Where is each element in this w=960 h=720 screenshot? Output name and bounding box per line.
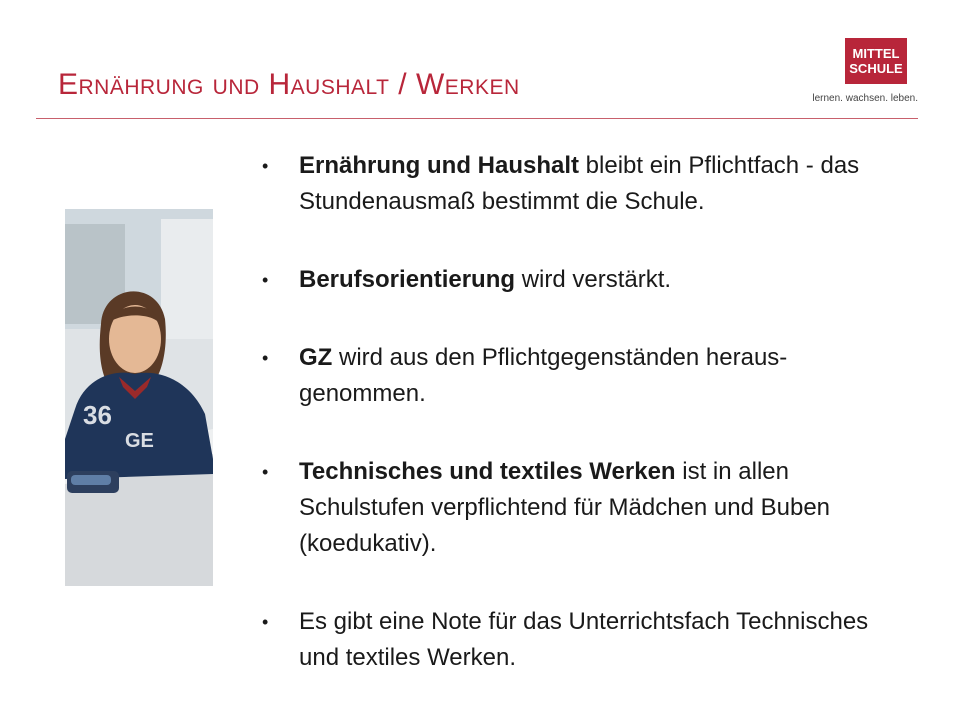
logo-tagline: lernen. wachsen. leben. [812, 93, 918, 104]
bullet-bold: GZ [299, 344, 333, 371]
bullet-text: wird verstärkt. [515, 266, 672, 293]
bullet-bold: Ernährung und Haushalt [299, 152, 580, 179]
bullet-marker: • [262, 462, 269, 482]
bullet-bold: Technisches und textiles Werken [299, 458, 676, 485]
bullet-text: ist in allen Schulstufen verpflichtend für Mädchen und Buben (koedukativ). [299, 458, 831, 557]
logo-line-1: MITTEL [852, 46, 900, 61]
svg-text:GE: GE [125, 430, 154, 452]
mittelschule-logo [845, 38, 907, 84]
bullet-marker: • [262, 270, 269, 290]
bullet-marker: • [262, 156, 269, 176]
student-photo [65, 209, 213, 586]
bullet-item [262, 340, 902, 412]
bullet-marker: • [262, 348, 269, 368]
bullet-text: wird aus den Pflichtgegenständen heraus-genommen. [299, 344, 788, 407]
bullet-item [262, 454, 902, 562]
slide-title: Ernährung und Haushalt / Werken [58, 68, 520, 101]
bullet-item [262, 148, 902, 220]
bullet-item [262, 262, 902, 298]
svg-text:36: 36 [83, 400, 112, 430]
bullet-item [262, 604, 902, 676]
bullet-list [262, 148, 902, 718]
bullet-marker: • [262, 612, 269, 632]
logo-line-2: SCHULE [849, 61, 903, 76]
title-divider [36, 118, 918, 119]
bullet-text: bleibt ein Pflichtfach - das Stundenausmaß bestimmt die Schule. [299, 152, 860, 215]
bullet-bold: Berufsorientierung [299, 266, 516, 293]
bullet-text: Es gibt eine Note für das Unterrichtsfach Technisches und textiles Werken. [299, 608, 869, 671]
